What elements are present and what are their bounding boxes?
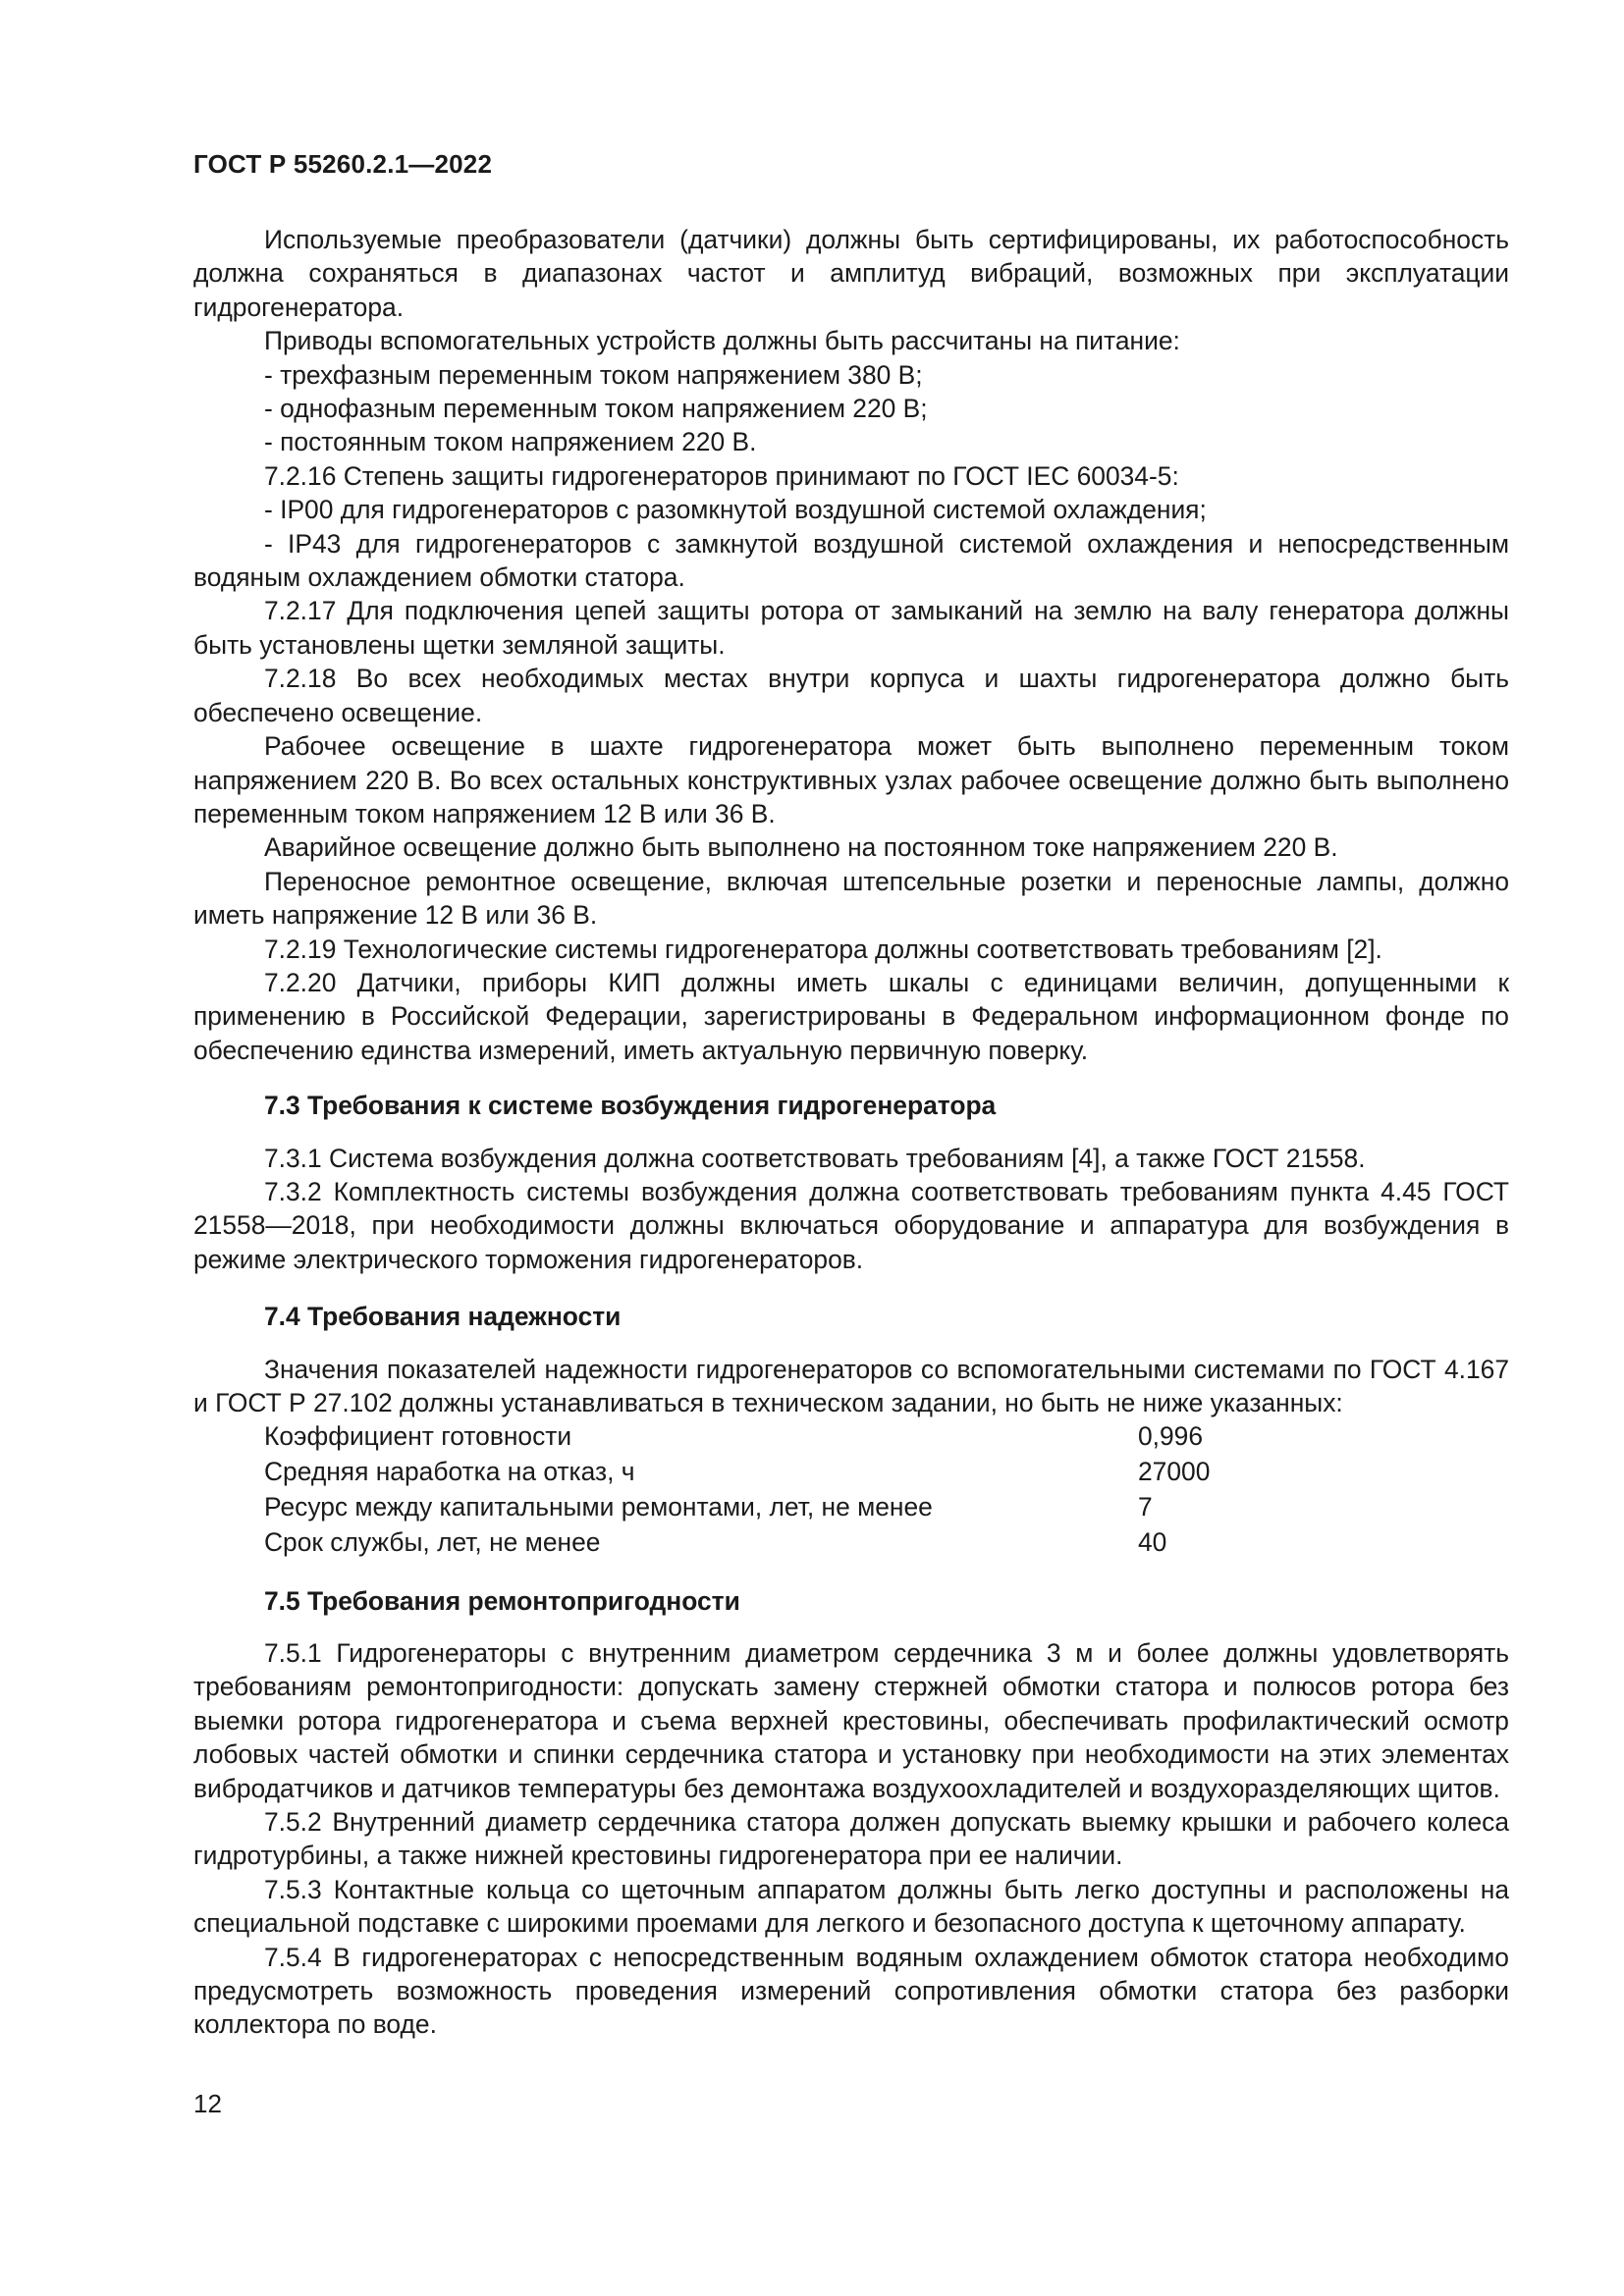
table-cell-label: Срок службы, лет, не менее <box>264 1526 601 1557</box>
section-heading-7-3: 7.3 Требования к системе возбуждения гидрогенератора <box>264 1091 997 1121</box>
table-row <box>264 1525 1210 1561</box>
paragraph: Рабочее освещение в шахте гидрогенератора может быть выполнено переменным током напряжением 220 В. Во всех остальных конструктивных узлах рабочее освещение должно быть выполнено переменным током напряжением 12 В или 36 В. <box>193 731 1509 828</box>
document-body <box>193 223 1509 2042</box>
table-cell-value: 27000 <box>1138 1457 1211 1487</box>
table-row <box>264 1419 1210 1455</box>
list-item: - трехфазным переменным током напряжением 380 В; <box>264 359 923 390</box>
paragraph: Аварийное освещение должно быть выполнено на постоянном токе напряжением 220 В. <box>264 832 1338 863</box>
list-item: - IP43 для гидрогенераторов с замкнутой воздушной системой охлаждения и непосредственным водяным охлаждением обмотки статора. <box>193 528 1509 593</box>
paragraph: Значения показателей надежности гидрогенераторов со вспомогательными системами по ГОСТ 4.167 и ГОСТ Р 27.102 должны устанавливаться в техническом задании, но быть не ниже указанных: <box>193 1354 1509 1417</box>
table-row <box>264 1455 1210 1490</box>
paragraph: Приводы вспомогательных устройств должны быть рассчитаны на питание: <box>264 326 1180 356</box>
page-number: 12 <box>193 2089 222 2118</box>
section-heading-7-5: 7.5 Требования ремонтопригодности <box>264 1585 740 1616</box>
document-header: ГОСТ Р 55260.2.1—2022 <box>193 149 493 179</box>
clause-7-2-19: 7.2.19 Технологические системы гидрогенератора должны соответствовать требованиям [2]. <box>264 934 1382 964</box>
table-cell-value: 40 <box>1138 1526 1167 1557</box>
table-cell-value: 0,996 <box>1138 1421 1204 1452</box>
clause-7-3-2: 7.3.2 Комплектность системы возбуждения должна соответствовать требованиям пункта 4.45 ГОСТ 21558—2018, при необходимости должны включаться оборудование и аппаратура для возбуждения в режиме электрического торможения гидрогенераторов. <box>193 1176 1509 1274</box>
clause-7-2-16: 7.2.16 Степень защиты гидрогенераторов принимают по ГОСТ IEC 60034-5: <box>264 460 1179 491</box>
table-cell-label: Средняя наработка на отказ, ч <box>264 1457 635 1487</box>
clause-7-5-1: 7.5.1 Гидрогенераторы с внутренним диаметром сердечника 3 м и более должны удовлетворять требованиям ремонтопригодности: допускать замену стержней обмотки статора и полюсов ротора без выемки ротора гидрогенератора и съема верхней крестовины, обеспечивать профилактический осмотр лобовых частей обмотки и спинки сердечника статора и установку при необходимости на этих элементах вибродатчиков и датчиков температуры без демонтажа воздухоохладителей и воздухоразделяющих щитов. <box>193 1638 1509 1803</box>
table-cell-label: Ресурс между капитальными ремонтами, лет, не менее <box>264 1492 933 1522</box>
list-item: - однофазным переменным током напряжением 220 В; <box>264 394 928 424</box>
clause-7-5-3: 7.5.3 Контактные кольца со щеточным аппаратом должны быть легко доступны и расположены на специальной подставке с широкими проемами для легкого и безопасного доступа к щеточному аппарату. <box>193 1874 1509 1939</box>
clause-7-3-1: 7.3.1 Система возбуждения должна соответствовать требованиям [4], а также ГОСТ 21558. <box>264 1143 1366 1173</box>
section-heading-7-4: 7.4 Требования надежности <box>264 1302 622 1332</box>
table-cell-value: 7 <box>1138 1492 1153 1522</box>
paragraph: Переносное ремонтное освещение, включая штепсельные розетки и переносные лампы, должно иметь напряжение 12 В или 36 В. <box>193 866 1509 931</box>
table-row <box>264 1490 1210 1525</box>
clause-7-2-18: 7.2.18 Во всех необходимых местах внутри корпуса и шахты гидрогенератора должно быть обеспечено освещение. <box>193 664 1509 727</box>
clause-7-5-4: 7.5.4 В гидрогенераторах с непосредственным водяным охлаждением обмоток статора необходимо предусмотреть возможность проведения измерений сопротивления обмотки статора без разборки коллектора по воде. <box>193 1942 1509 2040</box>
clause-7-2-20: 7.2.20 Датчики, приборы КИП должны иметь шкалы с единицами величин, допущенными к применению в Российской Федерации, зарегистрированы в Федеральном информационном фонде по обеспечению единства измерений, иметь актуальную первичную поверку. <box>193 967 1509 1065</box>
paragraph: Используемые преобразователи (датчики) должны быть сертифицированы, их работоспособность должна сохраняться в диапазонах частот и амплитуд вибраций, возможных при эксплуатации гидрогенератора. <box>193 225 1509 322</box>
list-item: - IP00 для гидрогенераторов с разомкнутой воздушной системой охлаждения; <box>264 495 1207 525</box>
clause-7-2-17: 7.2.17 Для подключения цепей защиты ротора от замыканий на землю на валу генератора должны быть установлены щетки земляной защиты. <box>193 596 1509 660</box>
list-item: - постоянным током напряжением 220 В. <box>264 427 757 457</box>
reliability-table <box>264 1419 1210 1560</box>
clause-7-5-2: 7.5.2 Внутренний диаметр сердечника статора должен допускать выемку крышки и рабочего колеса гидротурбины, а также нижней крестовины гидрогенератора при ее наличии. <box>193 1807 1509 1871</box>
table-cell-label: Коэффициент готовности <box>264 1421 572 1452</box>
